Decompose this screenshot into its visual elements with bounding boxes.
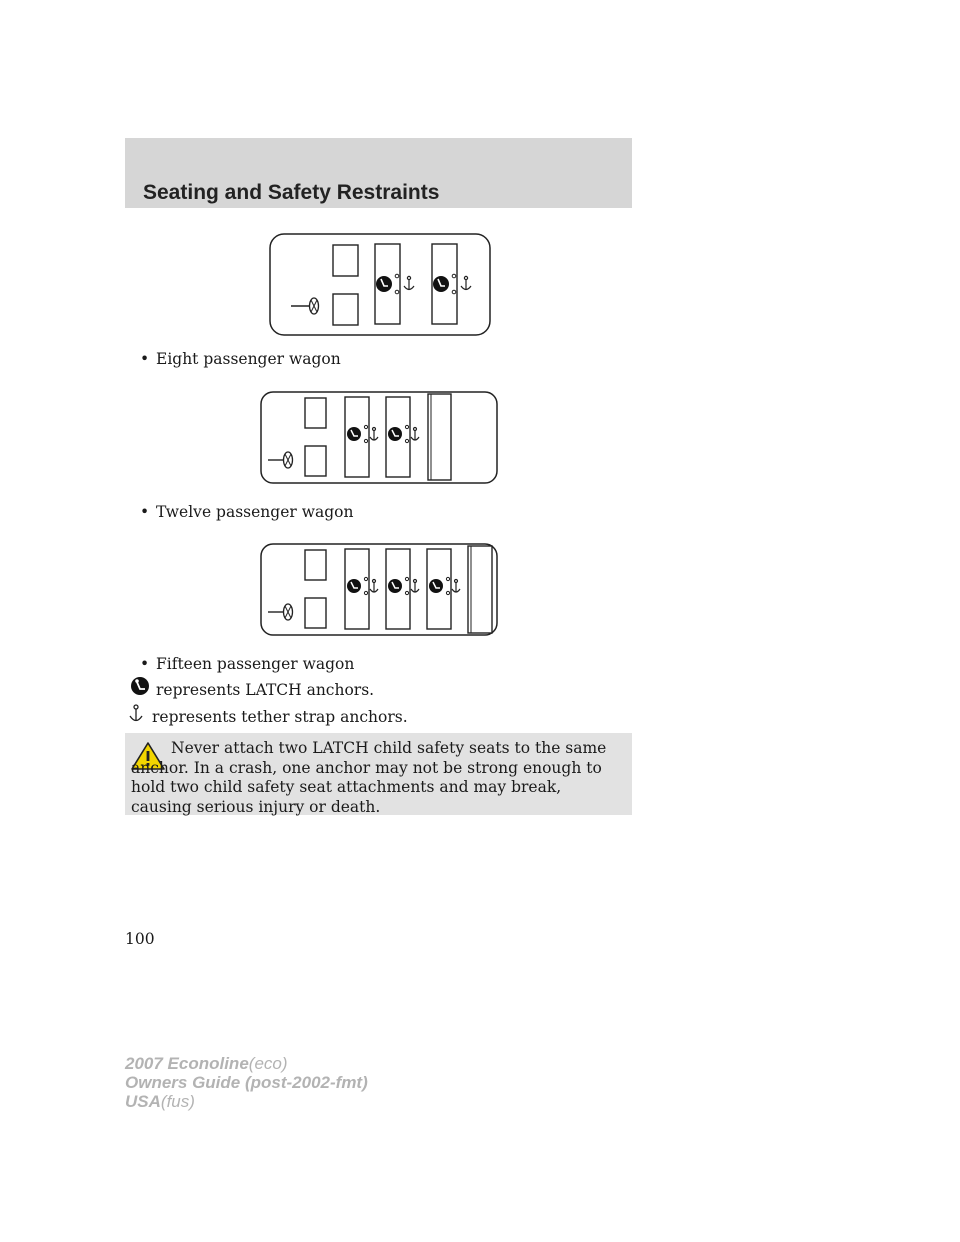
diagram-caption: Twelve passenger wagon xyxy=(156,503,354,521)
warning-text: Never attach two LATCH child safety seats to the same anchor. In a crash, one anchor may not be strong enough to hold two child safety seat attachments and may break, causing serious injury or death. xyxy=(131,739,607,816)
diagram-caption: Fifteen passenger wagon xyxy=(156,655,355,673)
eight-passenger-seating-diagram xyxy=(269,233,491,337)
fifteen-passenger-seating-diagram xyxy=(260,543,498,637)
footer-model-code: (eco) xyxy=(248,1054,288,1073)
tether-legend-text: represents tether strap anchors. xyxy=(152,708,408,726)
footer-line-3 xyxy=(125,1092,368,1111)
page-number: 100 xyxy=(125,930,155,948)
tether-anchor-icon xyxy=(128,704,144,724)
latch-anchor-icon xyxy=(130,676,150,696)
document-footer xyxy=(125,1054,368,1111)
section-title: Seating and Safety Restraints xyxy=(143,181,440,204)
latch-legend-text: represents LATCH anchors. xyxy=(156,681,375,699)
diagram-caption: Eight passenger wagon xyxy=(156,350,341,368)
bullet: • xyxy=(140,655,150,673)
footer-line-2: Owners Guide (post-2002-fmt) xyxy=(125,1073,368,1092)
footer-line-1 xyxy=(125,1054,368,1073)
section-header xyxy=(125,138,632,208)
footer-market-code: (fus) xyxy=(160,1092,195,1111)
footer-model: 2007 Econoline xyxy=(125,1054,249,1073)
warning-box xyxy=(125,733,632,815)
bullet: • xyxy=(140,503,150,521)
bullet: • xyxy=(140,350,150,368)
footer-market: USA xyxy=(125,1092,161,1111)
twelve-passenger-seating-diagram xyxy=(260,391,498,485)
